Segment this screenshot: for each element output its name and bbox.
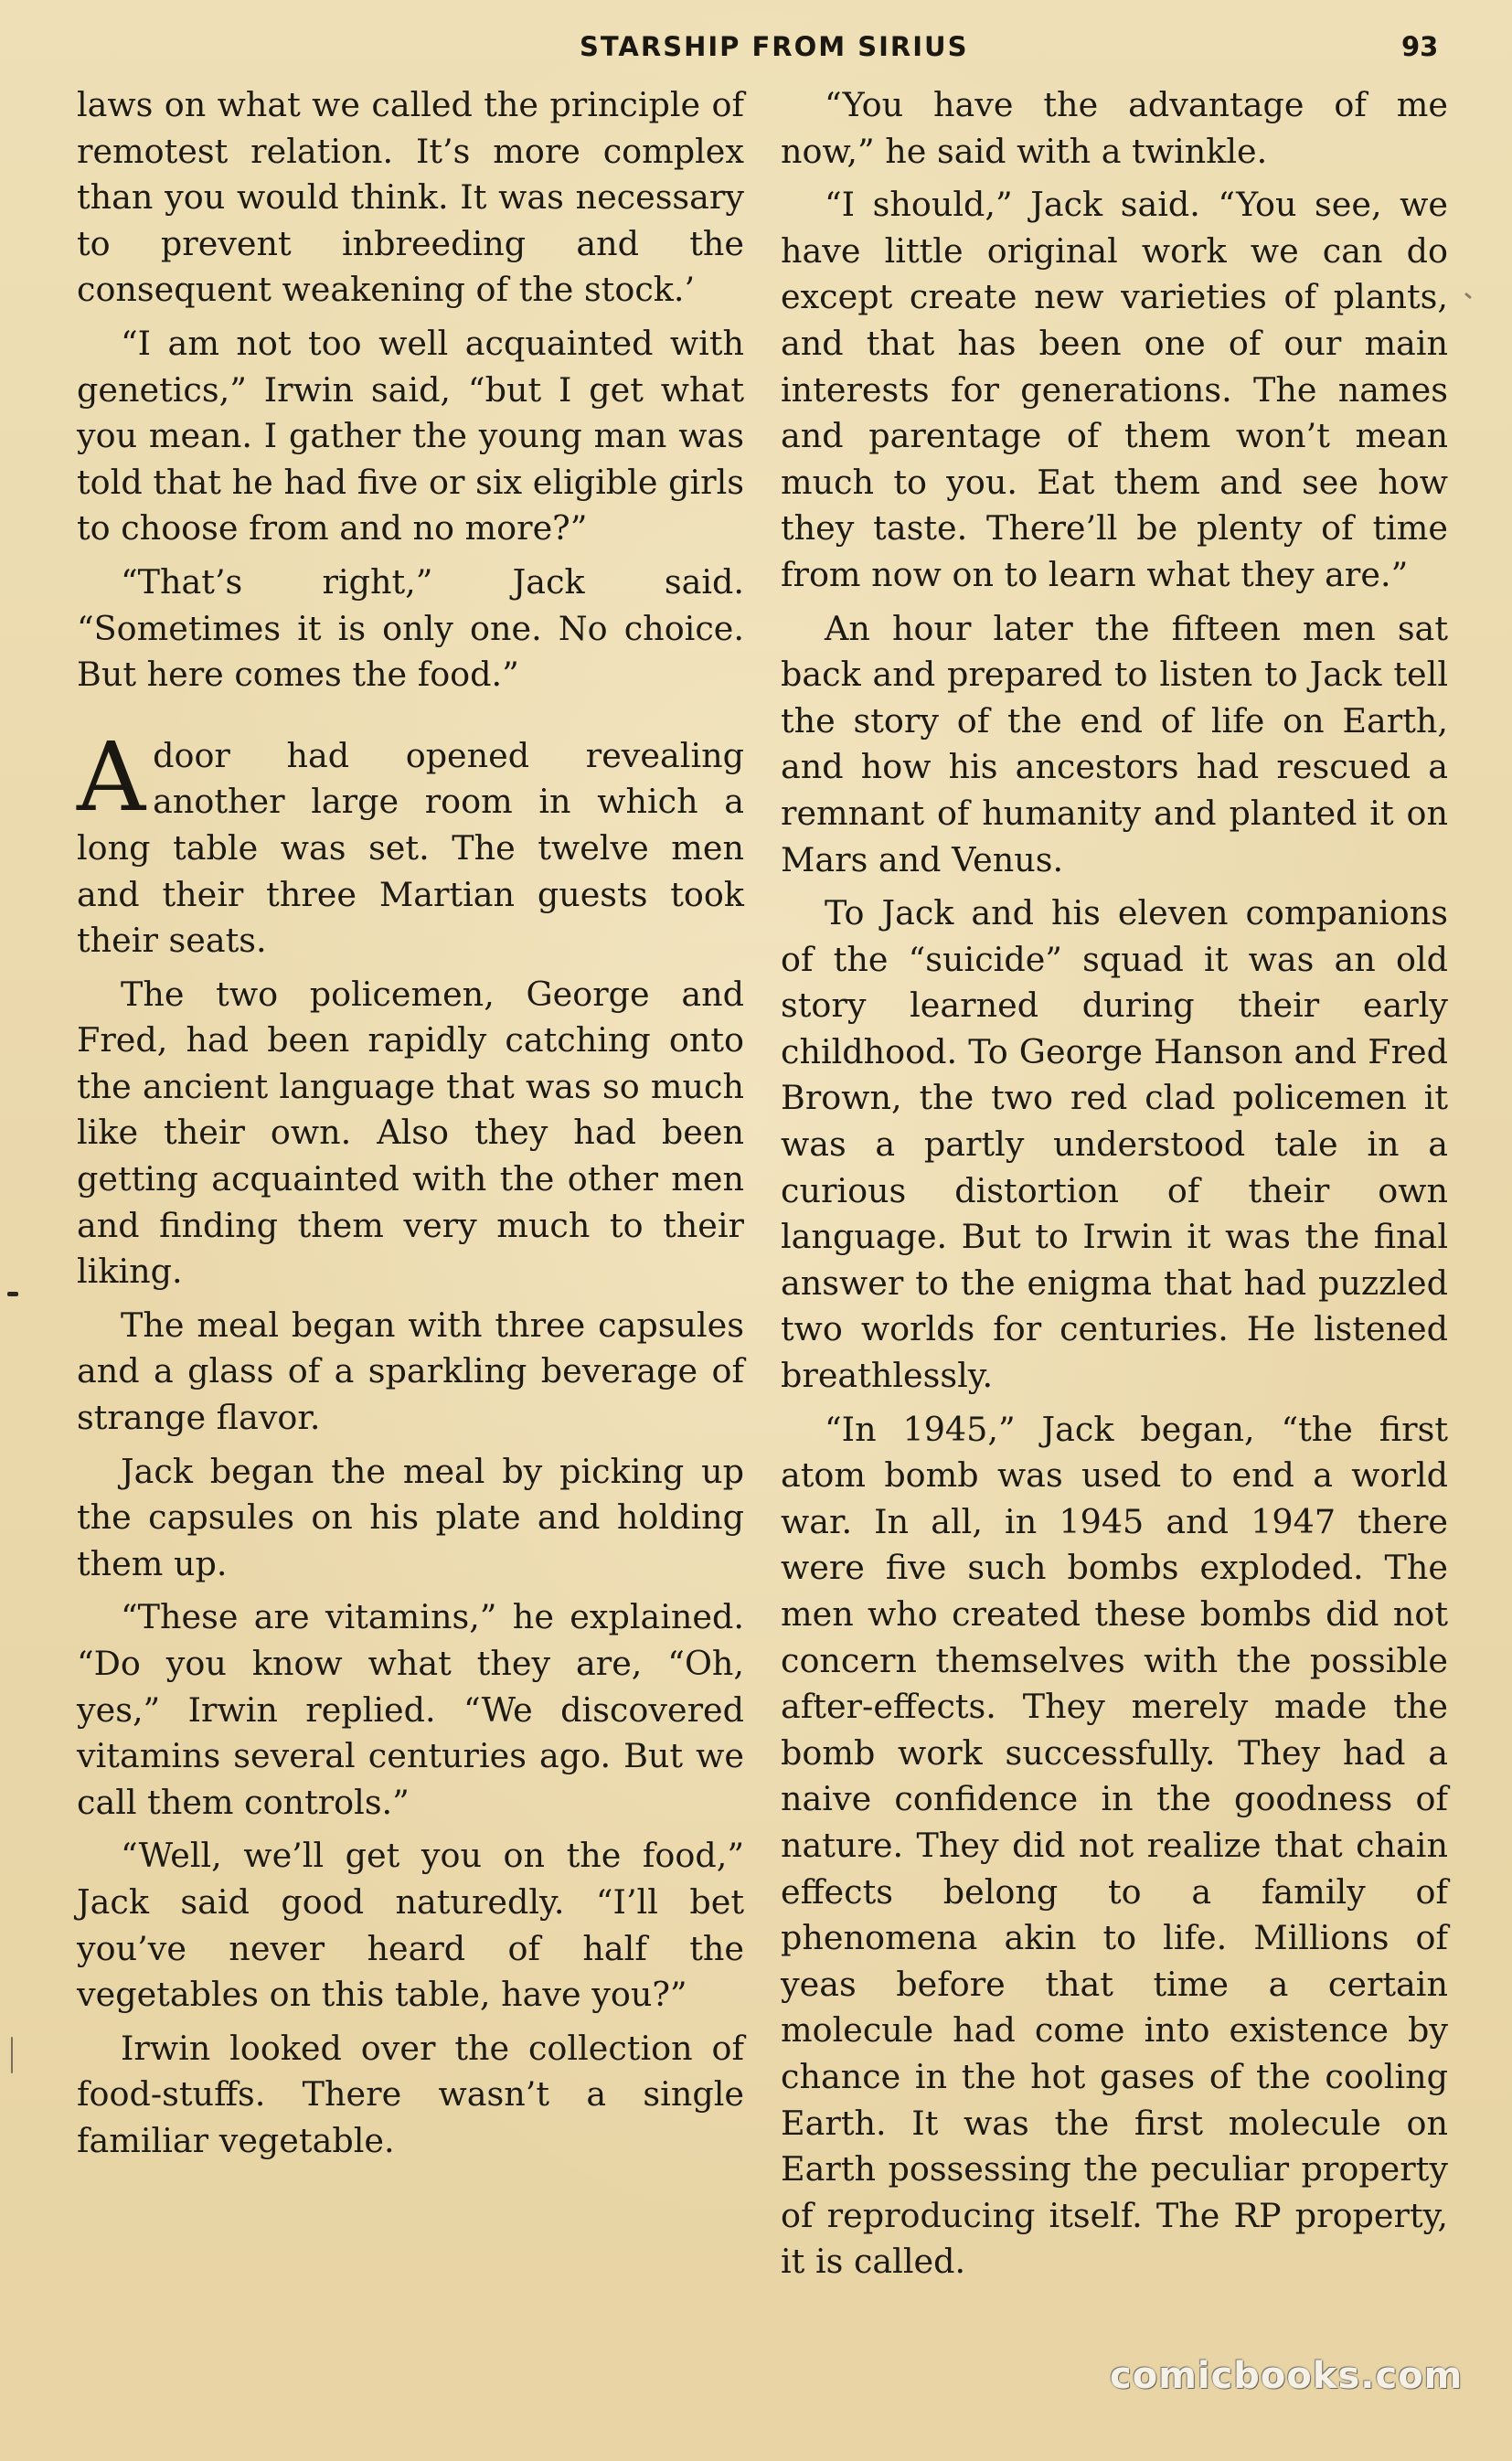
paragraph-text: door had opened revealing another large room in which a long table was set. The twelve men and their three Martian guests took their seats. xyxy=(77,735,744,961)
paragraph: laws on what we called the principle of remotest relation. It’s more complex than you would think. It was necessary to prevent inbreeding and the consequent weakening of the stock.’ xyxy=(77,85,744,310)
paragraph: “You have the advantage of me now,” he said with a twinkle. xyxy=(781,85,1448,171)
running-title: STARSHIP FROM SIRIUS xyxy=(580,31,969,62)
right-column xyxy=(781,82,1448,2285)
print-speck xyxy=(1464,293,1472,299)
paragraph: “Well, we’ll get you on the food,” Jack said good naturedly. “I’ll bet you’ve never heard of half the vegetables on this table, have you?” xyxy=(77,1836,744,2015)
page-number: 93 xyxy=(1401,31,1439,62)
paragraph: “That’s right,” Jack said. “Sometimes it is only one. No choice. But here comes the food.” xyxy=(77,561,744,695)
print-speck xyxy=(7,1292,18,1296)
paragraph: “These are vitamins,” he explained. “Do you know what they are, “Oh, yes,” Irwin replied. “We discovered vitamins several centuries ago. But we call them controls.” xyxy=(77,1597,744,1822)
paragraph: “I should,” Jack said. “You see, we have little original work we can do except create new varieties of plants, and that has been one of our main interests for generations. The names and parentage of them won’t mean much to you. Eat them and see how they taste. There’ll be plenty of time from now on to learn what they are.” xyxy=(781,185,1448,594)
paragraph: The meal began with three capsules and a glass of a sparkling beverage of strange flavor. xyxy=(77,1305,744,1438)
paragraph: Irwin looked over the collection of food-stuffs. There wasn’t a single familiar vegetable. xyxy=(77,2028,744,2160)
dropcap-paragraph xyxy=(77,720,744,964)
site-watermark: comicbooks.com xyxy=(1110,2355,1464,2397)
paragraph: The two policemen, George and Fred, had been rapidly catching onto the ancient language that was so much like their own. Also they had been getting acquainted with the other men and finding them very much to their liking. xyxy=(77,974,744,1292)
page-header xyxy=(0,31,1512,68)
paragraph: An hour later the fifteen men sat back and prepared to listen to Jack tell the story of the end of life on Earth, and how his ancestors had rescued a remnant of humanity and planted it on Mars and Venus. xyxy=(781,608,1448,879)
left-column xyxy=(77,82,744,2165)
paragraph: To Jack and his eleven companions of the “suicide” squad it was an old story learned during their early childhood. To George Hanson and Fred Brown, the two red clad policemen it was a partly understood tale in a curious distortion of their own language. But to Irwin it was the final answer to the enigma that had puzzled two worlds for centuries. He listened breathlessly. xyxy=(781,893,1448,1396)
paragraph: “I am not too well acquainted with genetics,” Irwin said, “but I get what you mean. I gather the young man was told that he had five or six eligible girls to choose from and no more?” xyxy=(77,323,744,549)
drop-cap: A xyxy=(77,720,146,833)
paragraph: “In 1945,” Jack began, “the first atom bomb was used to end a world war. In all, in 1945 and 1947 there were five such bombs exploded. The men who created these bombs did not concern themselves with the possible after-effects. They merely made the bomb work successfully. They had a naive confidence in the goodness of nature. They did not realize that chain effects belong to a family of phenomena akin to life. Millions of yeas before that time a certain molecule had come into existence by chance in the hot gases of the cooling Earth. It was the first molecule on Earth possessing the peculiar property of reproducing itself. The RP property, it is called. xyxy=(781,1409,1448,2282)
paragraph: Jack began the meal by picking up the capsules on his plate and holding them up. xyxy=(77,1451,744,1583)
print-speck xyxy=(11,2037,13,2073)
